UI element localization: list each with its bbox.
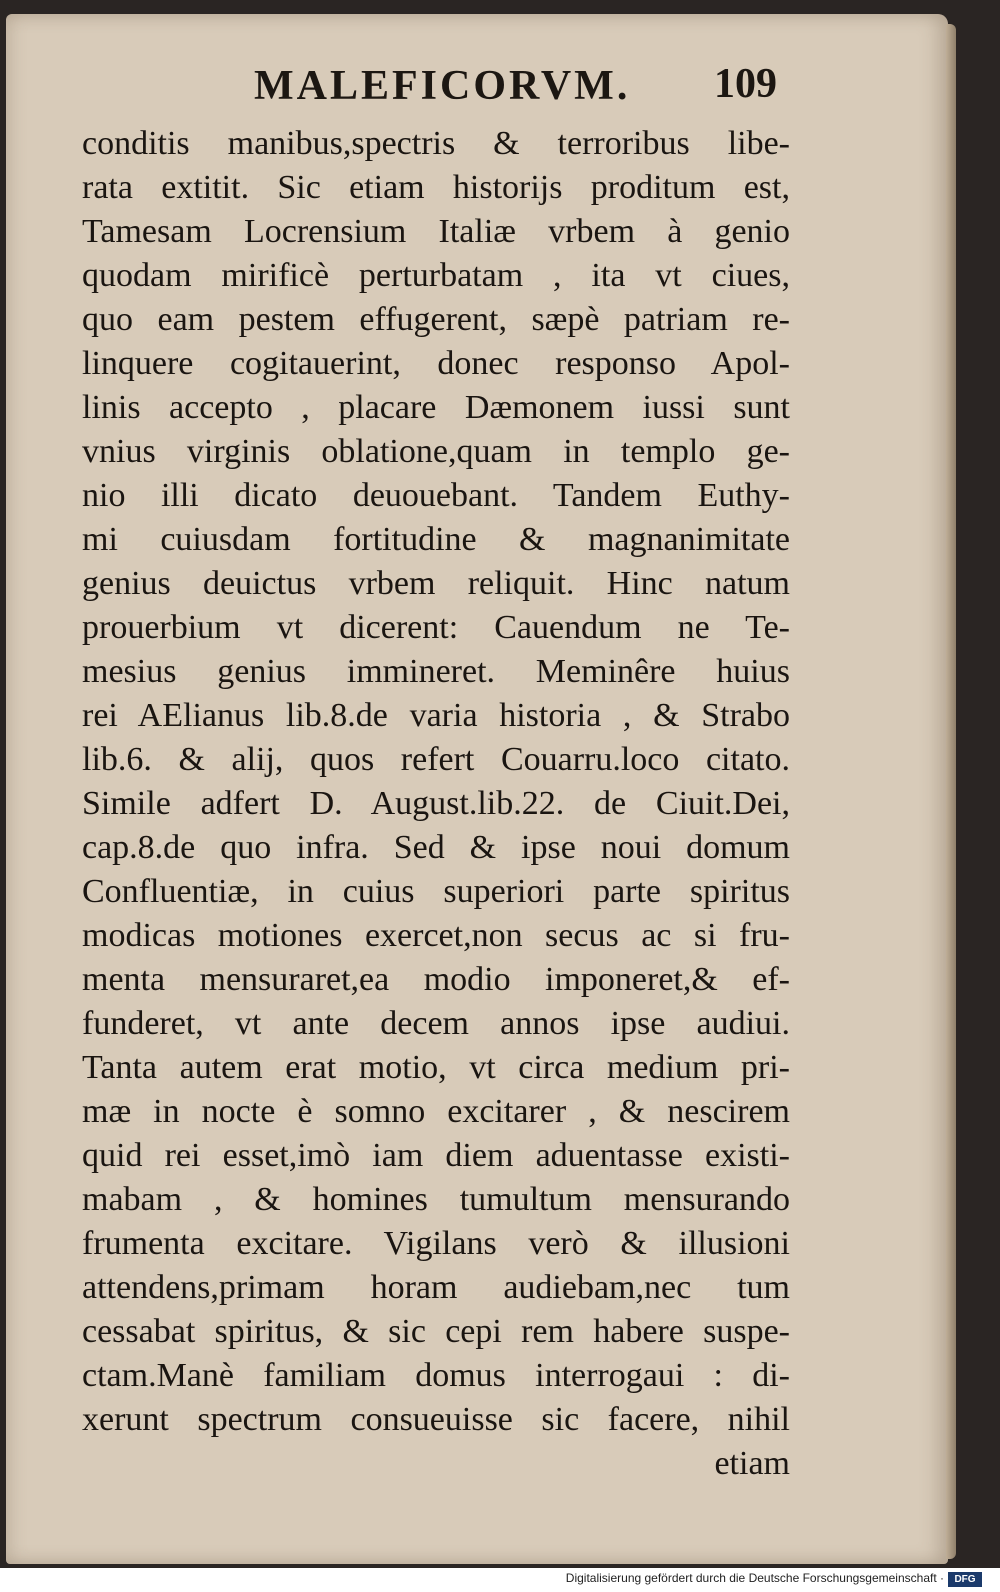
text-line: cap.8.de quo infra. Sed & ipse noui domum xyxy=(82,829,790,866)
text-line: genius deuictus vrbem reliquit. Hinc natum xyxy=(82,565,790,602)
text-line: frumenta excitare. Vigilans verò & illusioni xyxy=(82,1225,790,1262)
text-line: Tamesam Locrensium Italiæ vrbem à genio xyxy=(82,213,790,250)
text-line: cessabat spiritus, & sic cepi rem habere suspe- xyxy=(82,1313,790,1350)
text-line: Simile adfert D. August.lib.22. de Ciuit.Dei, xyxy=(82,785,790,822)
text-line: xerunt spectrum consueuisse sic facere, nihil xyxy=(82,1401,790,1438)
text-line: quid rei esset,imò iam diem aduentasse existi- xyxy=(82,1137,790,1174)
funding-notice: Digitalisierung gefördert durch die Deutsche Forschungsgemeinschaft · xyxy=(565,1571,944,1585)
body-text xyxy=(82,122,790,1486)
text-line: lib.6. & alij, quos refert Couarru.loco citato. xyxy=(82,741,790,778)
text-line: Confluentiæ, in cuius superiori parte spiritus xyxy=(82,873,790,910)
text-line: mæ in nocte è somno excitarer , & nescirem xyxy=(82,1093,790,1130)
text-line: menta mensuraret,ea modio imponeret,& ef- xyxy=(82,961,790,998)
text-line: linquere cogitauerint, donec responso Apol- xyxy=(82,345,790,382)
text-line: vnius virginis oblatione,quam in templo ge- xyxy=(82,433,790,470)
text-line: attendens,primam horam audiebam,nec tum xyxy=(82,1269,790,1306)
text-line: quo eam pestem effugerent, sæpè patriam re- xyxy=(82,301,790,338)
text-line: Tanta autem erat motio, vt circa medium pri- xyxy=(82,1049,790,1086)
page-number: 109 xyxy=(714,61,777,107)
text-line: quodam mirificè perturbatam , ita vt ciues, xyxy=(82,257,790,294)
running-head: MALEFICORVM. xyxy=(254,63,631,109)
text-line: modicas motiones exercet,non secus ac si fru- xyxy=(82,917,790,954)
text-line: rei AElianus lib.8.de varia historia , & Strabo xyxy=(82,697,790,734)
text-line: conditis manibus,spectris & terroribus libe- xyxy=(82,125,790,162)
text-line: ctam.Manè familiam domus interrogaui : di- xyxy=(82,1357,790,1394)
text-line: rata extitit. Sic etiam historijs proditum est, xyxy=(82,169,790,206)
page-header xyxy=(6,58,948,118)
text-line: mabam , & homines tumultum mensurando xyxy=(82,1181,790,1218)
page-edge xyxy=(946,24,956,1559)
catchword: etiam xyxy=(714,1445,790,1482)
dfg-logo: DFG xyxy=(948,1572,982,1587)
text-line: prouerbium vt dicerent: Cauendum ne Te- xyxy=(82,609,790,646)
text-line: mi cuiusdam fortitudine & magnanimitate xyxy=(82,521,790,558)
book-page xyxy=(6,14,948,1564)
text-line: funderet, vt ante decem annos ipse audiui. xyxy=(82,1005,790,1042)
text-line: linis accepto , placare Dæmonem iussi sunt xyxy=(82,389,790,426)
text-line: mesius genius immineret. Meminêre huius xyxy=(82,653,790,690)
digitization-footer xyxy=(0,1568,1000,1592)
text-line: nio illi dicato deuouebant. Tandem Euthy- xyxy=(82,477,790,514)
